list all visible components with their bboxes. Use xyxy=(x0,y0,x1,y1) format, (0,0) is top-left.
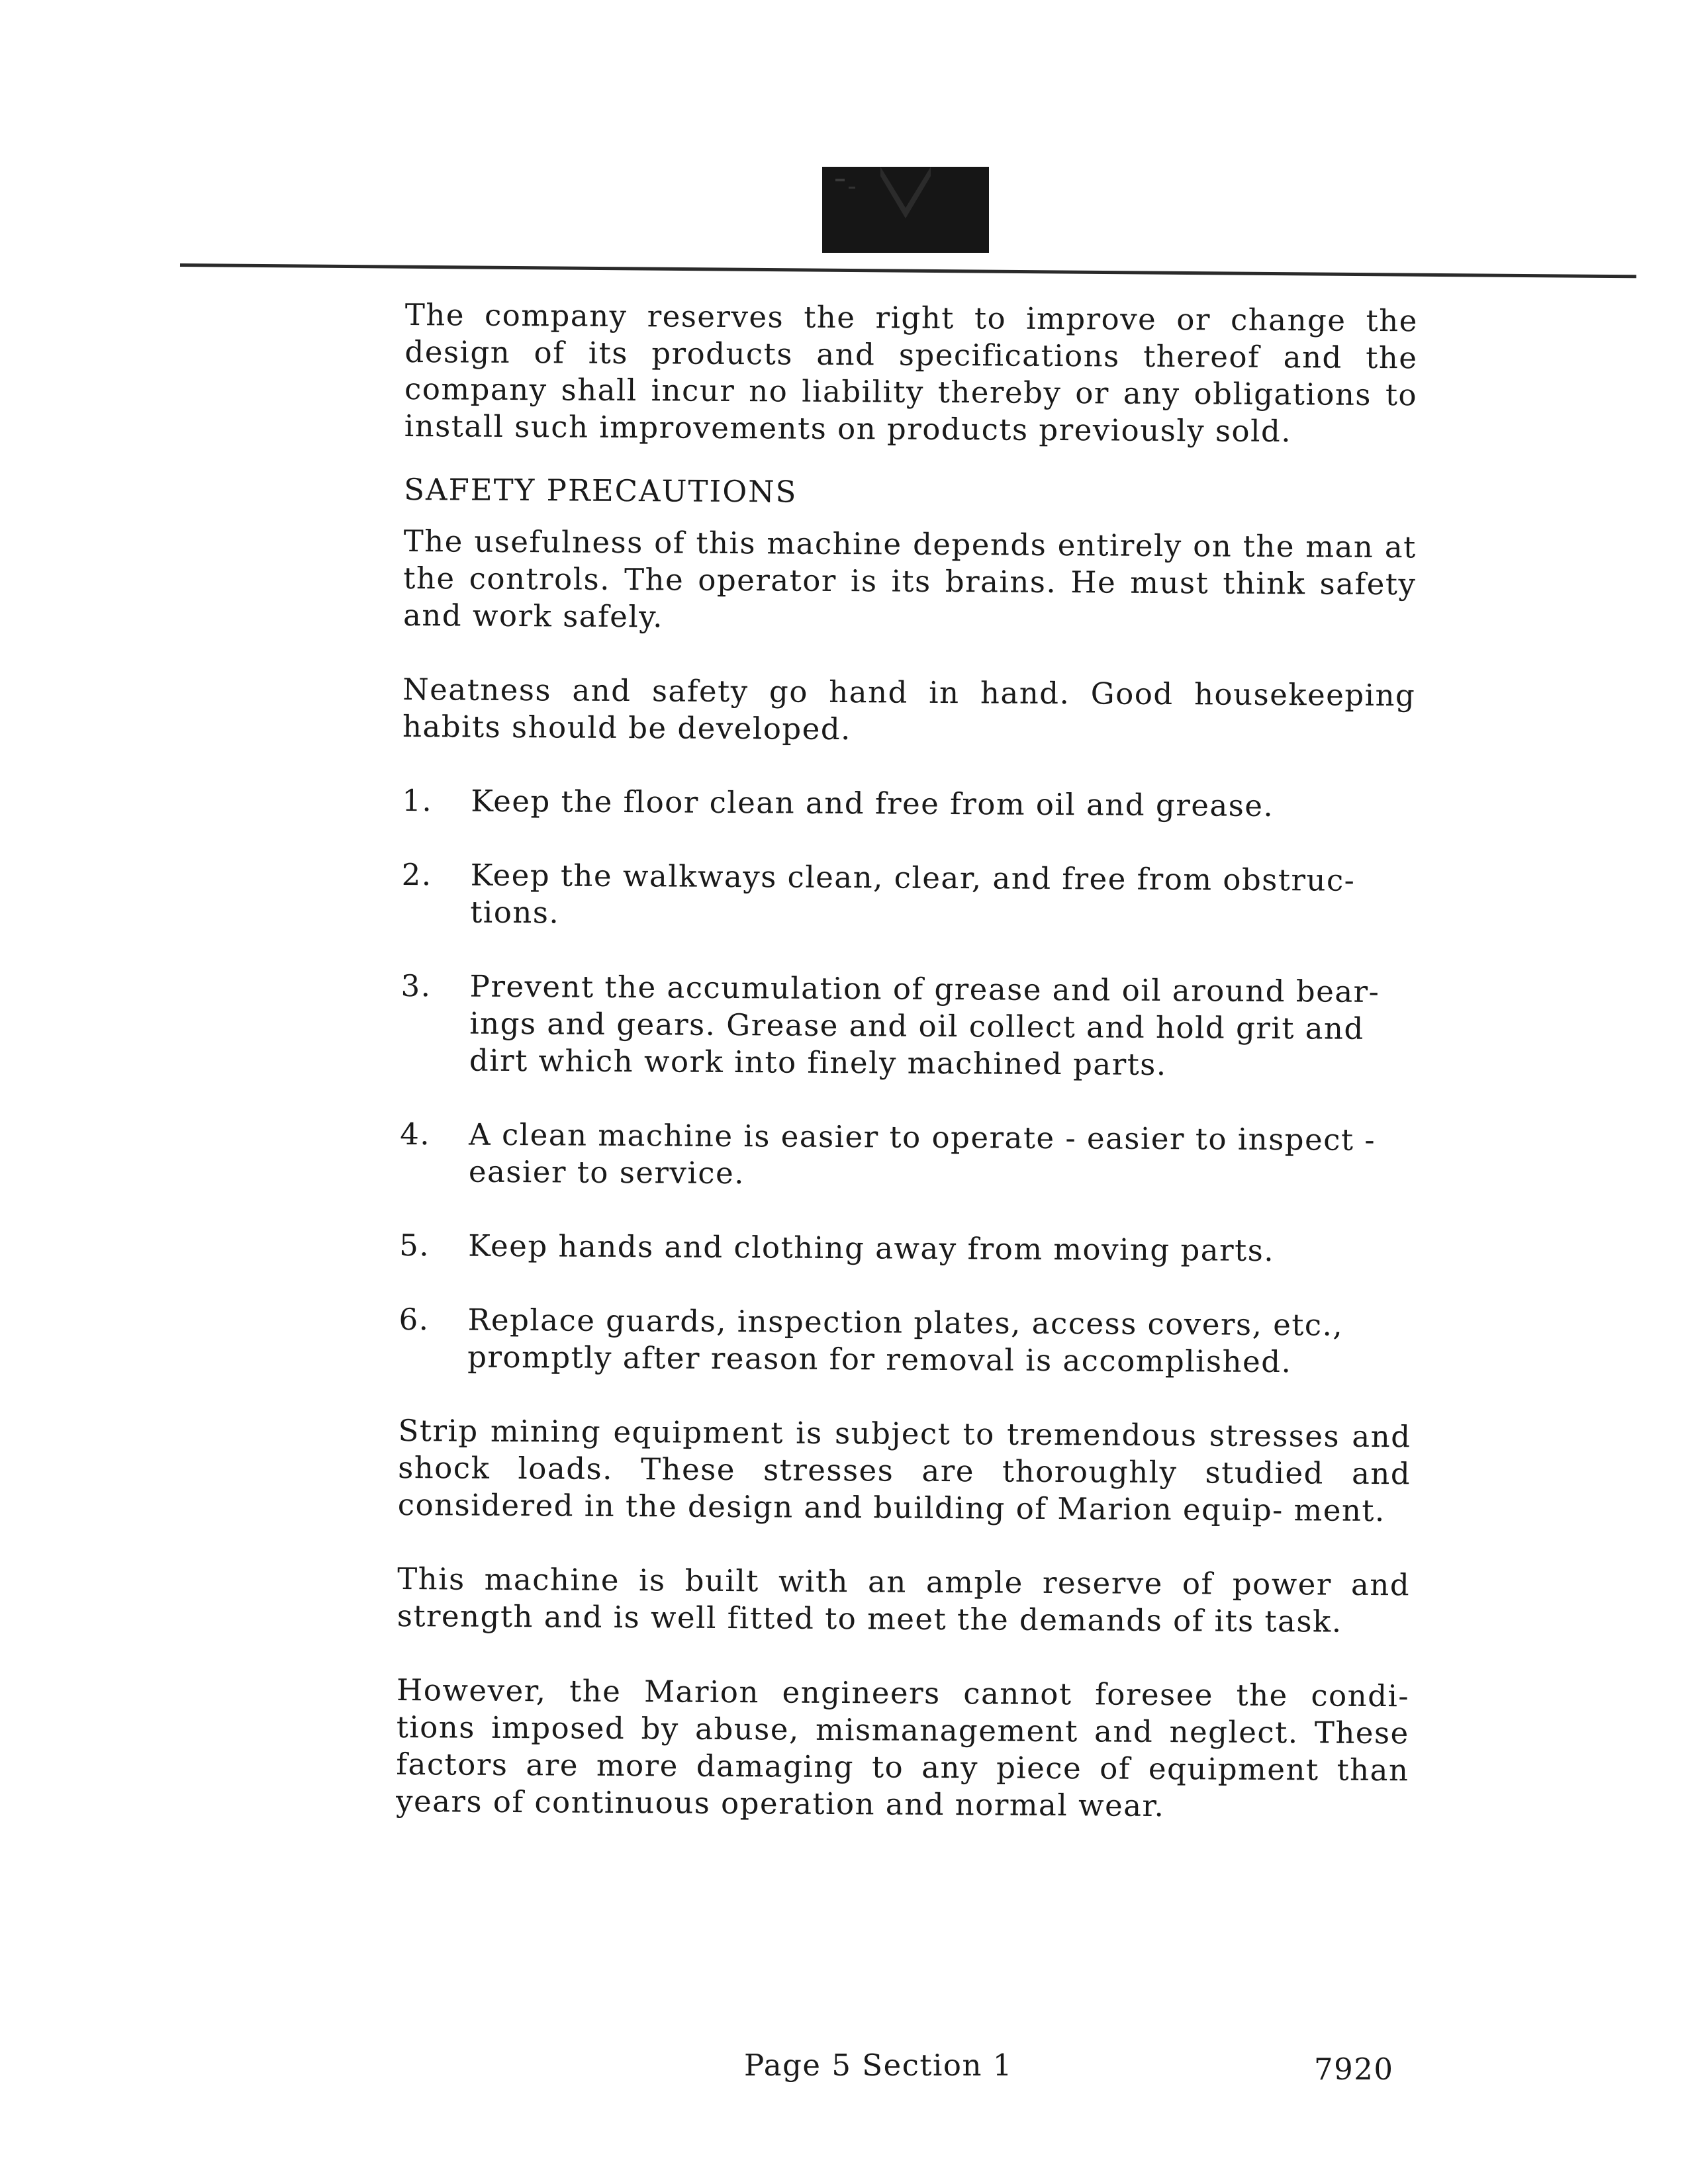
list-item-text: Prevent the accumulation of grease and oil around bear- ings and gears. Grease and oil collect and hold grit and dirt which work into finely machined parts. xyxy=(469,968,1380,1083)
list-item xyxy=(400,1116,1413,1196)
list-item xyxy=(402,782,1415,825)
list-item xyxy=(399,1301,1412,1381)
marion-m-logo-icon xyxy=(822,167,989,253)
list-item-number: 6. xyxy=(399,1301,430,1338)
list-item-number: 1. xyxy=(402,782,433,819)
safety-rules-list xyxy=(399,782,1415,1381)
paragraph: Neatness and safety go hand in hand. Good housekeeping habits should be developed. xyxy=(402,671,1416,747)
list-item xyxy=(400,968,1414,1085)
paragraph: However, the Marion engineers cannot foresee the condi- tions imposed by abuse, mismanagement and neglect. These factors are more damaging to any piece of equipment than years of continuous operation and normal wear. xyxy=(395,1672,1410,1824)
page-number: Page 5 Section 1 xyxy=(744,2048,1013,2083)
paragraph: This machine is built with an ample reserve of power and strength and is well fitted to meet the demands of its task. xyxy=(397,1561,1411,1639)
list-item-text: Keep the walkways clean, clear, and free from obstruc- tions. xyxy=(470,857,1356,931)
list-item-number: 5. xyxy=(399,1227,430,1263)
list-item-number: 4. xyxy=(400,1116,431,1152)
list-item-number: 3. xyxy=(400,968,432,1004)
list-item-text: Replace guards, inspection plates, access covers, etc., promptly after reason for removal is accomplished. xyxy=(467,1302,1344,1380)
list-item xyxy=(401,856,1415,936)
list-item-text: Keep hands and clothing away from moving parts. xyxy=(468,1228,1275,1269)
header-rule xyxy=(180,263,1636,278)
document-code: 7920 xyxy=(1314,2052,1394,2087)
section-heading: SAFETY PRECAUTIONS xyxy=(404,471,798,510)
paragraph: Strip mining equipment is subject to tremendous stresses and shock loads. These stresses are thoroughly studied and considered in the design and building of Marion equip- ment. xyxy=(397,1412,1411,1529)
paragraph: The usefulness of this machine depends entirely on the man at the controls. The operator is its brains. He must think safety and work safely. xyxy=(402,523,1417,635)
list-item-text: A clean machine is easier to operate - easier to inspect - easier to service. xyxy=(468,1116,1376,1191)
list-item xyxy=(399,1227,1412,1270)
list-item-number: 2. xyxy=(401,856,432,893)
list-item-text: Keep the floor clean and free from oil and grease. xyxy=(471,783,1274,824)
page-body xyxy=(396,296,1418,1863)
disclaimer-paragraph: The company reserves the right to improve or change the design of its products and specifications thereof and the company shall incur no liability thereby or any obligations to install such improvements on products previously sold. xyxy=(404,296,1418,449)
